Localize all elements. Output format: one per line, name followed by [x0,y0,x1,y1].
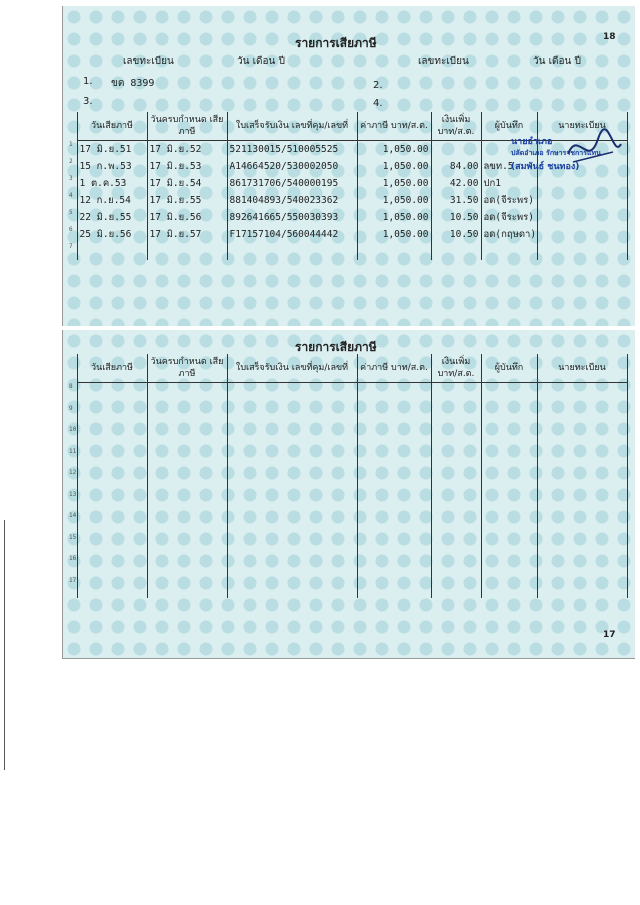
cell-registrar [537,192,627,209]
cell-receipt: 881404893/540023362 [227,192,357,209]
col-registrar: นายทะเบียน [537,354,627,383]
cell-recorder: อด(จีระพร) [481,209,537,226]
empty-cell [227,405,357,427]
col-due-date: วันครบกำหนด เสียภาษี [147,354,227,383]
signature-scribble-icon [563,124,623,174]
cell-extra: 10.50 [431,226,481,243]
page-title: รายการเสียภาษี [295,340,377,354]
empty-cell [481,491,537,513]
empty-cell [537,577,627,599]
row-number: 3 [69,175,73,182]
row-number: 9 [69,404,73,412]
cell-due [147,243,227,260]
page-number: 18 [603,32,616,42]
cell-recorder [481,243,537,260]
empty-cell [481,405,537,427]
empty-cell [537,555,627,577]
empty-cell [481,512,537,534]
empty-cell [77,448,147,470]
tax-record-page-18 [62,6,635,326]
cell-extra [431,243,481,260]
empty-cell [481,555,537,577]
empty-cell [431,383,481,405]
empty-cell [431,491,481,513]
empty-cell [357,426,431,448]
col-tax: ค่าภาษี บาท/ส.ต. [357,112,431,141]
empty-cell [481,426,537,448]
stamp-line-1: นายอำเภอ [511,137,553,147]
cell-extra: 10.50 [431,209,481,226]
empty-cell [431,577,481,599]
cell-receipt: 521130015/510005525 [227,141,357,159]
cell-due: 17 มิ.ย.55 [147,192,227,209]
table-row [67,243,627,260]
row-number: 15 [69,533,77,541]
cell-registrar [537,226,627,243]
empty-cell [357,512,431,534]
table-row [67,577,627,599]
table-row [67,226,627,243]
empty-cell [357,534,431,556]
table-row [67,209,627,226]
cell-tax: 1,050.00 [357,158,431,175]
reg-1-number: 1. [83,76,93,87]
empty-cell [77,491,147,513]
row-number: 16 [69,555,77,562]
empty-cell [227,426,357,448]
reg-1-value: ขต 8399 [111,78,155,89]
table-row [67,448,627,470]
empty-cell [537,383,627,405]
empty-cell [357,469,431,491]
empty-cell [537,426,627,448]
table-row [67,491,627,513]
empty-cell [357,491,431,513]
stamp-name: (สมพันธ์ ชนทอง) [511,162,580,172]
empty-cell [227,383,357,405]
empty-cell [431,534,481,556]
cell-receipt: A14664520/530002050 [227,158,357,175]
row-number: 6 [69,226,73,233]
empty-cell [227,534,357,556]
empty-cell [147,383,227,405]
cell-due: 17 มิ.ย.57 [147,226,227,243]
table-row [67,534,627,556]
date-label-left: วัน เดือน ปี [237,56,285,67]
cell-recorder: ปก1 [481,175,537,192]
empty-cell [227,555,357,577]
empty-cell [147,491,227,513]
col-recorder: ผู้บันทึก [481,354,537,383]
cell-tax: 1,050.00 [357,192,431,209]
cell-recorder: อด(กฤษดา) [481,226,537,243]
empty-cell [431,555,481,577]
empty-cell [537,534,627,556]
row-number: 14 [69,512,77,519]
empty-cell [147,469,227,491]
row-number: 5 [69,209,73,216]
table-row [67,383,627,405]
empty-cell [77,383,147,405]
cell-due: 17 มิ.ย.52 [147,141,227,159]
col-receipt: ใบเสร็จรับเงิน เลขที่คุม/เลขที่ [227,354,357,383]
cell-recorder: อด(จีระพร) [481,192,537,209]
col-recorder: ผู้บันทึก [481,112,537,141]
row-number: 8 [69,382,73,390]
table-row [67,426,627,448]
date-label-right: วัน เดือน ปี [533,56,581,67]
col-registrar: นายทะเบียน [537,112,627,141]
row-number: 7 [69,243,73,250]
cell-registrar [537,209,627,226]
cell-paid: 17 มิ.ย.51 [77,141,147,159]
empty-cell [537,512,627,534]
row-number: 17 [69,576,77,584]
empty-cell [357,405,431,427]
cell-extra: 42.00 [431,175,481,192]
empty-cell [147,577,227,599]
cell-tax: 1,050.00 [357,175,431,192]
table-row [67,405,627,427]
empty-cell [227,469,357,491]
page-number: 17 [603,630,616,640]
empty-cell [77,426,147,448]
empty-cell [357,448,431,470]
table-row [67,192,627,209]
empty-cell [537,405,627,427]
cell-extra: 31.50 [431,192,481,209]
empty-cell [227,512,357,534]
empty-cell [147,555,227,577]
page-title: รายการเสียภาษี [295,36,377,50]
cell-paid: 1 ต.ค.53 [77,175,147,192]
row-number: 1 [69,140,73,148]
stamp-line-2: ปลัดอำเภอ รักษาราชการแทน [511,149,601,157]
empty-cell [77,512,147,534]
empty-cell [431,426,481,448]
row-number: 4 [69,192,73,199]
cell-paid: 22 มิ.ย.55 [77,209,147,226]
cell-paid [77,243,147,260]
empty-cell [227,577,357,599]
cell-receipt [227,243,357,260]
row-number: 13 [69,490,77,498]
empty-cell [77,534,147,556]
cell-tax: 1,050.00 [357,209,431,226]
table-row [67,512,627,534]
margin-line [4,520,5,770]
row-number: 12 [69,469,77,476]
cell-extra [431,141,481,159]
empty-cell [77,405,147,427]
cell-tax: 1,050.00 [357,141,431,159]
empty-cell [77,555,147,577]
reg-label-left: เลขทะเบียน [123,56,174,67]
reg-2-number: 2. [373,80,383,91]
empty-cell [147,512,227,534]
cell-extra: 84.00 [431,158,481,175]
cell-tax [357,243,431,260]
empty-cell [481,448,537,470]
cell-receipt: F17157104/560044442 [227,226,357,243]
empty-cell [357,555,431,577]
col-receipt: ใบเสร็จรับเงิน เลขที่คุม/เลขที่ [227,112,357,141]
cell-due: 17 มิ.ย.53 [147,158,227,175]
reg-3-number: 3. [83,96,93,107]
tax-record-page-17 [62,330,635,659]
empty-cell [77,577,147,599]
cell-registrar [537,175,627,192]
col-due-date: วันครบกำหนด เสียภาษี [147,112,227,141]
row-number: 11 [69,447,77,455]
cell-receipt: 892641665/550030393 [227,209,357,226]
row-number: 2 [69,158,73,165]
empty-cell [147,426,227,448]
empty-cell [357,577,431,599]
empty-cell [481,577,537,599]
col-paid-date: วันเสียภาษี [77,354,147,383]
cell-paid: 25 มิ.ย.56 [77,226,147,243]
table-row [67,175,627,192]
empty-cell [227,448,357,470]
col-extra: เงินเพิ่ม บาท/ส.ต. [431,112,481,141]
empty-cell [147,405,227,427]
col-paid-date: วันเสียภาษี [77,112,147,141]
row-number: 10 [69,426,77,433]
cell-due: 17 มิ.ย.54 [147,175,227,192]
empty-cell [481,534,537,556]
empty-cell [537,491,627,513]
table-row [67,469,627,491]
cell-paid: 15 ก.พ.53 [77,158,147,175]
empty-cell [431,512,481,534]
cell-due: 17 มิ.ย.56 [147,209,227,226]
cell-recorder: ลขท.5 [481,158,537,175]
col-tax: ค่าภาษี บาท/ส.ต. [357,354,431,383]
reg-4-number: 4. [373,98,383,109]
empty-cell [431,448,481,470]
table-row [67,555,627,577]
empty-cell [537,469,627,491]
cell-tax: 1,050.00 [357,226,431,243]
empty-cell [431,469,481,491]
empty-cell [77,469,147,491]
empty-cell [431,405,481,427]
col-extra: เงินเพิ่ม บาท/ส.ต. [431,354,481,383]
empty-cell [481,469,537,491]
empty-cell [357,383,431,405]
empty-cell [147,534,227,556]
cell-receipt: 861731706/540000195 [227,175,357,192]
reg-label-right: เลขทะเบียน [418,56,469,67]
cell-paid: 12 ก.ย.54 [77,192,147,209]
empty-cell [147,448,227,470]
empty-cell [537,448,627,470]
tax-table-bottom [67,354,628,598]
empty-cell [481,383,537,405]
empty-cell [227,491,357,513]
cell-registrar [537,243,627,260]
